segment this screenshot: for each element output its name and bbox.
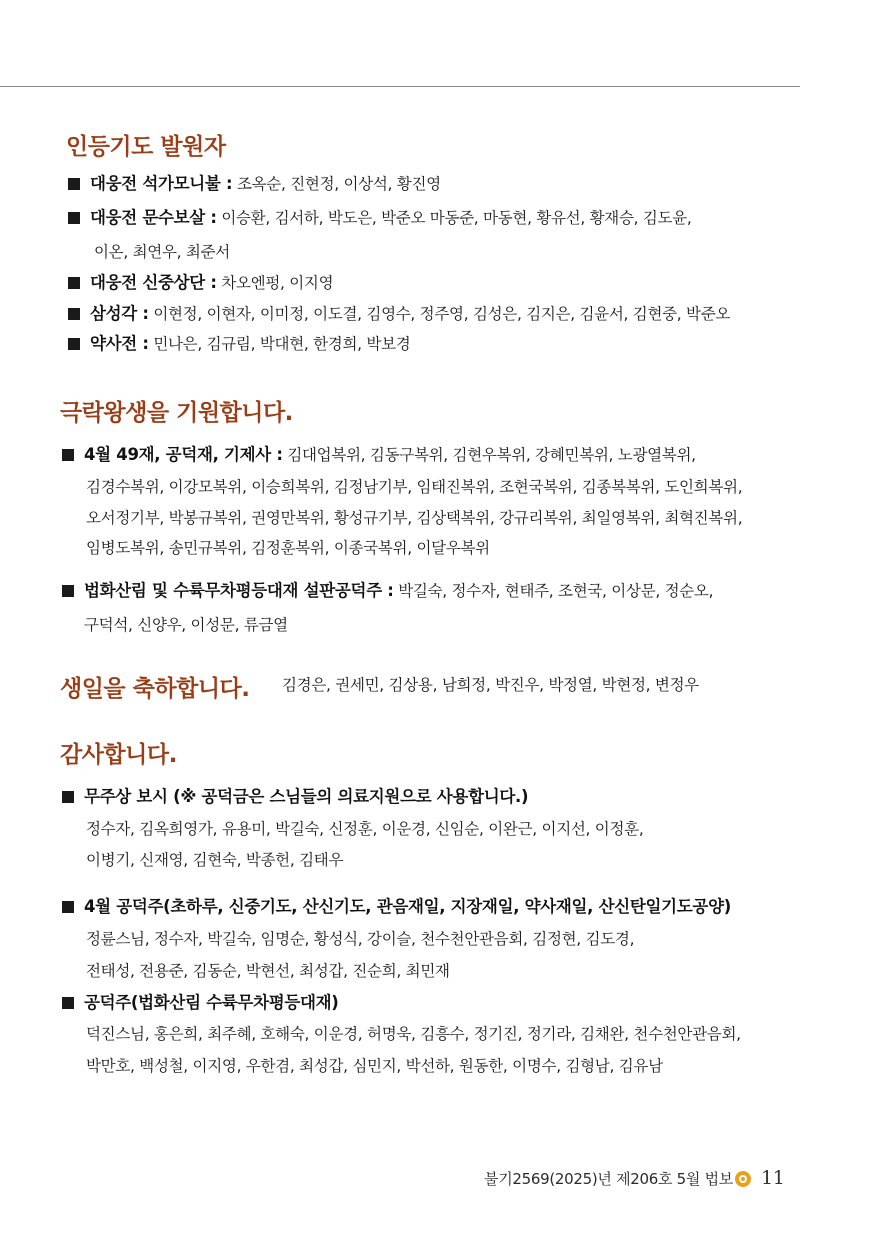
list-item-continuation: 정륜스님, 정수자, 박길숙, 임명순, 황성식, 강이슬, 천수천안관음회, 김정현, 김도경, — [86, 930, 635, 948]
bullet-square-icon — [68, 338, 80, 350]
section-heading-birthday: 생일을 축하합니다. — [60, 676, 250, 702]
item-names: 차오엔펑, 이지영 — [221, 274, 334, 292]
bullet-square-icon — [68, 212, 80, 224]
page-footer — [484, 1166, 785, 1191]
list-item-continuation: 박만호, 백성철, 이지영, 우한겸, 최성갑, 심민지, 박선하, 원동한, 이명수, 김형남, 김유남 — [86, 1057, 663, 1075]
dharma-wheel-icon — [735, 1171, 751, 1187]
item-label: 4월 49재, 공덕재, 기제사 : — [84, 445, 283, 464]
bullet-square-icon — [62, 791, 74, 803]
page-number: 11 — [760, 1167, 785, 1189]
list-item-continuation: 오서정기부, 박봉규복위, 권영만복위, 황성규기부, 김상택복위, 강규리복위, 최일영복위, 최혁진복위, — [86, 509, 743, 527]
item-label: 삼성각 : — [90, 304, 149, 323]
bullet-square-icon — [62, 901, 74, 913]
item-label: 약사전 : — [90, 334, 149, 353]
list-item — [68, 173, 441, 195]
list-item-continuation: 이온, 최연우, 최준서 — [94, 243, 230, 261]
item-names: 이승환, 김서하, 박도은, 박준오 마동준, 마동현, 황유선, 황재승, 김도윤, — [221, 209, 692, 227]
list-item-continuation: 이병기, 신재영, 김현숙, 박종헌, 김태우 — [86, 851, 344, 869]
bullet-square-icon — [62, 449, 74, 461]
list-item-continuation: 구덕석, 신양우, 이성문, 류금열 — [84, 616, 288, 634]
birthday-names: 김경은, 권세민, 김상용, 남희정, 박진우, 박정열, 박현정, 변정우 — [282, 676, 699, 694]
item-names: 조옥순, 진현정, 이상석, 황진영 — [236, 175, 441, 193]
item-label: 4월 공덕주(초하루, 신중기도, 산신기도, 관음재일, 지장재일, 약사재일, 산신탄일기도공양) — [84, 897, 731, 916]
list-item — [62, 992, 339, 1014]
footer-issue-text: 불기2569(2025)년 제206호 5월 법보 — [484, 1170, 733, 1188]
bullet-square-icon — [68, 308, 80, 320]
section-heading-lamp-donors: 인등기도 발원자 — [66, 134, 226, 160]
list-item — [68, 207, 692, 229]
item-label: 대웅전 신중상단 : — [90, 273, 217, 292]
bullet-square-icon — [68, 277, 80, 289]
section-heading-thanks: 감사합니다. — [60, 742, 177, 768]
bullet-square-icon — [62, 997, 74, 1009]
item-label: 공덕주(법화산림 수륙무차평등대재) — [84, 993, 339, 1012]
list-item — [68, 303, 730, 325]
item-label: 무주상 보시 (※ 공덕금은 스님들의 의료지원으로 사용합니다.) — [84, 787, 529, 806]
top-rule — [0, 86, 800, 87]
bullet-square-icon — [62, 585, 74, 597]
list-item-continuation: 임병도복위, 송민규복위, 김정훈복위, 이종국복위, 이달우복위 — [86, 539, 490, 557]
item-label: 대웅전 석가모니불 : — [90, 174, 233, 193]
item-names: 박길숙, 정수자, 현태주, 조현국, 이상문, 정순오, — [398, 582, 714, 600]
item-label: 대웅전 문수보살 : — [90, 208, 217, 227]
item-names: 이현정, 이현자, 이미정, 이도결, 김영수, 정주영, 김성은, 김지은, 김윤서, 김현중, 박준오 — [153, 305, 731, 323]
list-item — [68, 333, 410, 355]
list-item — [62, 580, 713, 602]
item-names: 민나은, 김규림, 박대현, 한경희, 박보경 — [153, 335, 411, 353]
list-item — [62, 786, 528, 808]
list-item — [68, 272, 333, 294]
bullet-square-icon — [68, 178, 80, 190]
section-heading-memorial: 극락왕생을 기원합니다. — [60, 400, 293, 426]
list-item-continuation: 정수자, 김옥희영가, 유용미, 박길숙, 신정훈, 이운경, 신임순, 이완근, 이지선, 이정훈, — [86, 820, 644, 838]
item-label: 법화산림 및 수륙무차평등대재 설판공덕주 : — [84, 581, 394, 600]
list-item-continuation: 덕진스님, 홍은희, 최주혜, 호해숙, 이운경, 허명욱, 김흥수, 정기진, 정기라, 김채완, 천수천안관음회, — [86, 1025, 741, 1043]
item-names: 김대업복위, 김동구복위, 김현우복위, 강혜민복위, 노광열복위, — [287, 446, 696, 464]
list-item-continuation: 전태성, 전용준, 김동순, 박현선, 최성갑, 진순희, 최민재 — [86, 962, 450, 980]
list-item — [62, 896, 731, 918]
list-item-continuation: 김경수복위, 이강모복위, 이승희복위, 김정남기부, 임태진복위, 조현국복위, 김종복복위, 도인희복위, — [86, 478, 743, 496]
list-item — [62, 444, 696, 466]
